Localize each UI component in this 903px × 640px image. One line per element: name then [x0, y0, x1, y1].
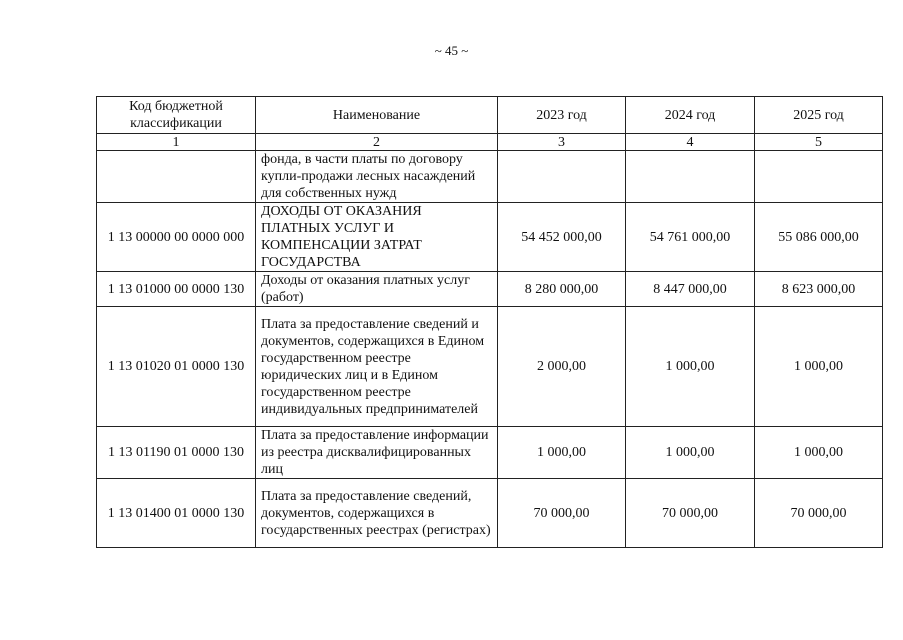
row-name: Доходы от оказания платных услуг (работ) — [256, 272, 498, 307]
row-code: 1 13 01020 01 0000 130 — [97, 307, 256, 427]
column-number: 1 — [97, 134, 256, 151]
row-code: 1 13 01000 00 0000 130 — [97, 272, 256, 307]
row-amount-2023 — [498, 151, 626, 203]
table-row — [97, 203, 883, 272]
row-amount-2023: 54 452 000,00 — [498, 203, 626, 272]
column-number-row — [97, 134, 883, 151]
budget-revenue-table — [96, 96, 883, 548]
row-name: Плата за предоставление сведений и документов, содержащихся в Едином государственном реестре юридических лиц и в Едином государственном реестре индивидуальных предпринимателей — [256, 307, 498, 427]
row-amount-2024: 8 447 000,00 — [626, 272, 755, 307]
header-code: Код бюджетной классификации — [97, 97, 256, 134]
row-name: Плата за предоставление сведений, документов, содержащихся в государственных реестрах (регистрах) — [256, 479, 498, 548]
row-code: 1 13 01400 01 0000 130 — [97, 479, 256, 548]
table-row — [97, 479, 883, 548]
header-name: Наименование — [256, 97, 498, 134]
table-row — [97, 151, 883, 203]
row-amount-2025: 55 086 000,00 — [755, 203, 883, 272]
column-number: 3 — [498, 134, 626, 151]
page-number: ~ 45 ~ — [434, 43, 469, 58]
row-amount-2025: 1 000,00 — [755, 427, 883, 479]
row-amount-2024: 54 761 000,00 — [626, 203, 755, 272]
row-amount-2023: 8 280 000,00 — [498, 272, 626, 307]
row-code — [97, 151, 256, 203]
row-name: ДОХОДЫ ОТ ОКАЗАНИЯ ПЛАТНЫХ УСЛУГ И КОМПЕНСАЦИИ ЗАТРАТ ГОСУДАРСТВА — [256, 203, 498, 272]
header-2023: 2023 год — [498, 97, 626, 134]
row-amount-2023: 70 000,00 — [498, 479, 626, 548]
row-amount-2023: 2 000,00 — [498, 307, 626, 427]
row-amount-2024: 1 000,00 — [626, 307, 755, 427]
column-number: 5 — [755, 134, 883, 151]
row-amount-2025: 1 000,00 — [755, 307, 883, 427]
row-code: 1 13 00000 00 0000 000 — [97, 203, 256, 272]
row-code: 1 13 01190 01 0000 130 — [97, 427, 256, 479]
table-row — [97, 272, 883, 307]
row-amount-2024: 1 000,00 — [626, 427, 755, 479]
row-amount-2023: 1 000,00 — [498, 427, 626, 479]
header-2024: 2024 год — [626, 97, 755, 134]
row-amount-2025: 70 000,00 — [755, 479, 883, 548]
row-name: Плата за предоставление информации из реестра дисквалифицированных лиц — [256, 427, 498, 479]
table-header-row — [97, 97, 883, 134]
column-number: 4 — [626, 134, 755, 151]
table-row — [97, 427, 883, 479]
header-2025: 2025 год — [755, 97, 883, 134]
row-amount-2024: 70 000,00 — [626, 479, 755, 548]
table-row — [97, 307, 883, 427]
row-amount-2024 — [626, 151, 755, 203]
row-amount-2025 — [755, 151, 883, 203]
row-amount-2025: 8 623 000,00 — [755, 272, 883, 307]
row-name: фонда, в части платы по договору купли-продажи лесных насаждений для собственных нужд — [256, 151, 498, 203]
column-number: 2 — [256, 134, 498, 151]
